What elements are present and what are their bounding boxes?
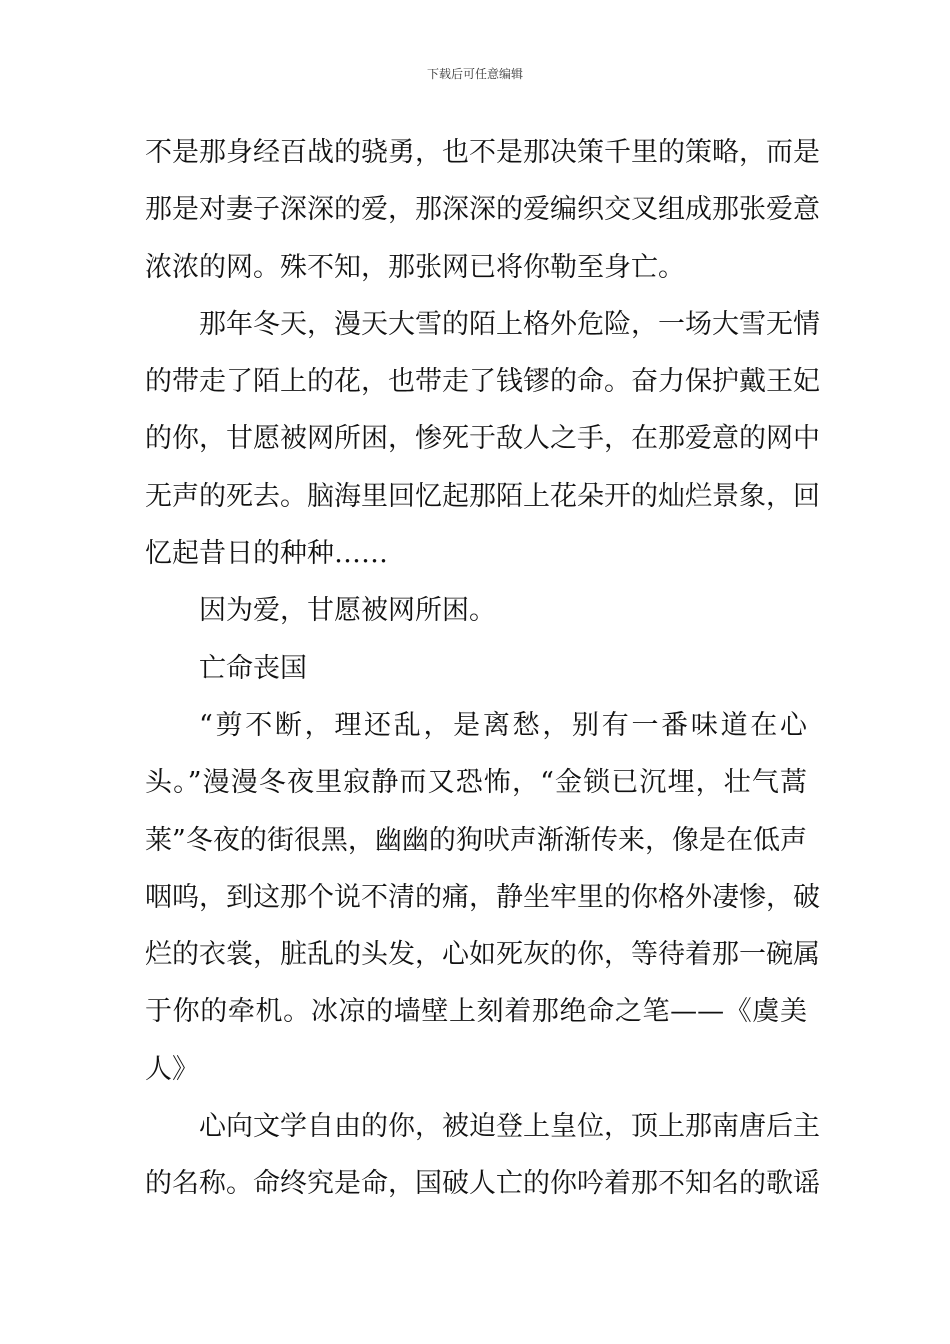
text-line: 那是对妻子深深的爱，那深深的爱编织交叉组成那张爱意: [145, 194, 820, 226]
page-header: 下载后可任意编辑: [426, 67, 523, 81]
text-line: 亡命丧国: [199, 652, 307, 684]
text-line: 忆起昔日的种种……: [145, 538, 388, 570]
text-line: 咽呜，到这那个说不清的痛，静坐牢里的你格外凄惨，破: [145, 881, 820, 913]
text-line: 无声的死去。脑海里回忆起那陌上花朵开的灿烂景象，回: [145, 480, 820, 512]
text-line: 头。”漫漫冬夜里寂静而又恐怖，“金锁已沉埋，壮气蒿: [145, 767, 807, 799]
document-body: [145, 130, 820, 1219]
text-line: 人》: [145, 1053, 199, 1085]
text-line: 因为爱，甘愿被网所困。: [199, 595, 496, 627]
text-line: 莱”冬夜的街很黑，幽幽的狗吠声渐渐传来，像是在低声: [145, 824, 807, 856]
text-line: 不是那身经百战的骁勇，也不是那决策千里的策略，而是: [145, 137, 820, 168]
text-line: “剪不断，理还乱，是离愁，别有一番味道在心: [199, 709, 807, 741]
text-line: 的你，甘愿被网所困，惨死于敌人之手，在那爱意的网中: [145, 423, 820, 455]
text-line: 心向文学自由的你，被迫登上皇位，顶上那南唐后主: [199, 1111, 820, 1143]
text-line: 于你的牵机。冰凉的墙壁上刻着那绝命之笔——《虞美: [145, 996, 807, 1028]
text-line: 烂的衣裳，脏乱的头发，心如死灰的你，等待着那一碗属: [145, 939, 820, 971]
text-line: 的名称。命终究是命，国破人亡的你吟着那不知名的歌谣: [145, 1168, 820, 1200]
text-line: 的带走了陌上的花，也带走了钱镠的命。奋力保护戴王妃: [145, 366, 820, 398]
text-line: 浓浓的网。殊不知，那张网已将你勒至身亡。: [145, 251, 685, 283]
text-line: 那年冬天，漫天大雪的陌上格外危险，一场大雪无情: [199, 308, 820, 340]
